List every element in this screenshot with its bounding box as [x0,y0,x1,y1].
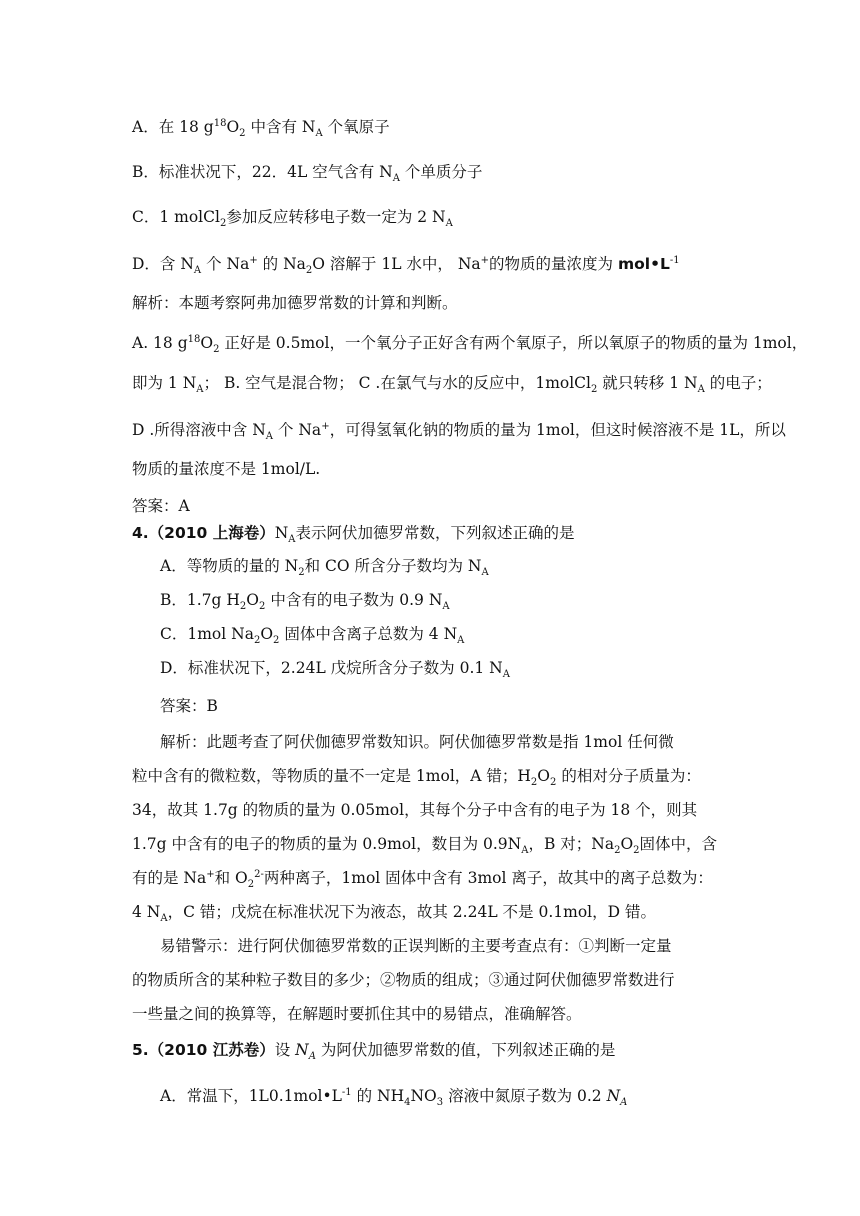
q4-heading: 4.（2010 上海卷）$N_A$表示阿伏加德罗常数，下列叙述正确的是 [132,524,575,546]
q4-analysis-line-6: 4 $N_A$，C 错；戊烷在标准状况下为液态，故其 2.24L 不是 0.1mol，D 错。 [132,903,656,925]
q4-analysis-line-5: 有的是 Na+和 $O_2^{2-}$两种离子，1mol 固体中含有 3mol 离子，故其中的离子总数为： [132,868,713,891]
q3-option-b: B．标准状况下，22．4L 空气含有 $N_A$ 个单质分子 [132,163,483,185]
q4-analysis-line-2: 粒中含有的微粒数，等物质的量不一定是 1mol，A 错；$H_2O_2$ 的相对分子质量为： [132,767,701,789]
q3-analysis-d1: D .所得溶液中含 $N_A$ 个 Na+，可得氢氧化钠的物质的量为 1mol，但这时候溶液不是 1L，所以 [132,420,786,443]
q4-warning-line-3: 一些量之间的换算等，在解题时要抓住其中的易错点，准确解答。 [132,1005,582,1023]
q3-answer: 答案：A [132,497,190,515]
q4-option-b: B．1.7g $H_2O_2$ 中含有的电子数为 0.9 $N_A$ [160,591,450,613]
q4-option-c: C．1mol $Na_2O_2$ 固体中含离子总数为 4 $N_A$ [160,625,465,647]
q3-analysis-b: 即为 1 $N_A$； B. 空气是混合物； C .在氯气与水的反应中，1molCl$_2$ 就只转移 1 $N_A$ 的电子； [132,374,772,396]
q4-analysis-line-1: 解析：此题考查了阿伏伽德罗常数知识。阿伏伽德罗常数是指 1mol 任何微 [160,733,674,751]
q4-answer: 答案：B [160,697,218,715]
q5-option-a: A．常温下，$1L0.1mol•L^{-1}$ 的 $NH_4NO_3$ 溶液中氮原子数为 0.2 $N_A$ [160,1086,628,1109]
q3-analysis-title: 解析：本题考察阿弗加德罗常数的计算和判断。 [132,294,458,312]
q3-analysis-d2: 物质的量浓度不是 1mol/L. [132,460,321,478]
q3-option-c: C．1 molCl$_2$参加反应转移电子数一定为 2 $N_A$ [132,208,453,230]
q4-analysis-line-3: 34，故其 1.7g 的物质的量为 0.05mol，其每个分子中含有的电子为 18 个，则其 [132,801,698,819]
q4-option-d: D．标准状况下，2.24L 戊烷所含分子数为 0.1 $N_A$ [160,659,510,681]
q5-heading: 5.（2010 江苏卷）设 $N_A$ 为阿伏加德罗常数的值，下列叙述正确的是 [132,1041,616,1063]
q3-option-a: A．在 18 $g^{18}O_2$ 中含有 $N_A$ 个氧原子 [132,117,390,140]
q3-option-d: D．含 $N_A$ 个 Na+ 的 $Na_2O$ 溶解于 1L 水中， Na+的物质的量浓度为 $mol•L^{-1}$ [132,254,680,277]
q4-option-a: A．等物质的量的 $N_2$和 CO 所含分子数均为 $N_A$ [160,557,489,579]
q3-analysis-a: A. 18 $g^{18}O_2$ 正好是 0.5mol，一个氧分子正好含有两个氧原子，所以氧原子的物质的量为 1mol， [132,333,808,356]
q4-analysis-line-4: 1.7g 中含有的电子的物质的量为 0.9mol，数目为 $0.9N_A$，B 对；$Na_2O_2$固体中，含 [132,835,718,857]
q4-warning-line-2: 的物质所含的某种粒子数目的多少；②物质的组成；③通过阿伏伽德罗常数进行 [132,971,675,989]
q4-warning-line-1: 易错警示：进行阿伏伽德罗常数的正误判断的主要考查点有：①判断一定量 [160,937,672,955]
